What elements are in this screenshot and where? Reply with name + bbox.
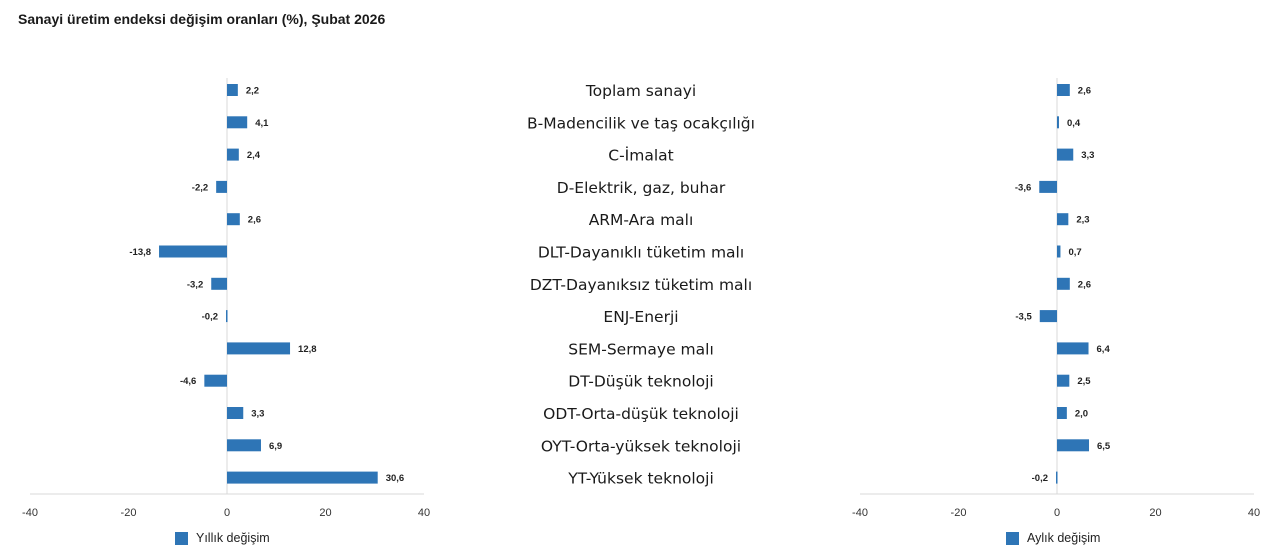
category-label: B-Madencilik ve taş ocakçılığı (527, 114, 755, 133)
category-label: DLT-Dayanıklı tüketim malı (537, 243, 745, 262)
bar-monthly (1057, 342, 1089, 354)
x-tick-label-monthly: 0 (1053, 507, 1061, 519)
bar-monthly (1056, 472, 1058, 484)
bar-monthly (1057, 84, 1070, 96)
x-tick-label-monthly: 20 (1149, 507, 1162, 519)
category-label: DT-Düşük teknoloji (568, 372, 714, 391)
category-labels (527, 82, 755, 488)
data-label-annual: -13,8 (129, 247, 152, 258)
bar-annual (227, 84, 238, 96)
x-tick-label-annual: 0 (223, 507, 231, 519)
right-panel-monthly (852, 78, 1260, 519)
category-label: ARM-Ara malı (588, 211, 694, 230)
category-label: OYT-Orta-yüksek teknoloji (540, 437, 742, 456)
bar-annual (216, 181, 227, 193)
data-label-monthly: 2,6 (1077, 279, 1092, 291)
data-label-monthly: 0,7 (1068, 247, 1082, 258)
data-label-monthly: -3,6 (1014, 182, 1032, 194)
legend-label-monthly: Aylık değişim (1027, 531, 1101, 545)
data-label-monthly: 6,5 (1097, 440, 1111, 452)
bar-monthly (1057, 149, 1073, 161)
bar-annual (211, 278, 227, 290)
data-label-annual: 4,1 (255, 117, 269, 129)
bar-monthly (1057, 278, 1070, 290)
x-tick-label-monthly: -20 (950, 507, 967, 519)
category-label: Toplam sanayi (585, 82, 697, 100)
data-label-annual: -2,2 (191, 182, 209, 194)
x-tick-label-annual: 40 (417, 507, 431, 519)
data-label-monthly: -3,5 (1015, 311, 1032, 323)
data-label-annual: 6,9 (268, 440, 283, 452)
x-tick-label-annual: -20 (120, 507, 137, 519)
data-label-annual: 12,8 (298, 343, 317, 355)
bar-monthly (1057, 246, 1060, 258)
x-tick-label-monthly: 40 (1247, 507, 1261, 519)
data-label-annual: 2,2 (245, 85, 260, 97)
bar-annual (227, 342, 290, 354)
bar-annual (159, 246, 227, 258)
data-label-monthly: 6,4 (1096, 343, 1110, 355)
data-label-annual: -0,2 (201, 311, 219, 323)
chart-title: Sanayi üretim endeksi değişim oranları (%), Şubat 2026 (18, 11, 386, 27)
category-label: SEM-Sermaye malı (568, 340, 714, 359)
bar-annual (227, 149, 239, 161)
category-label: YT-Yüksek teknoloji (568, 469, 714, 488)
bar-annual (227, 472, 378, 484)
category-label: ENJ-Enerji (603, 308, 679, 327)
x-tick-label-annual: -40 (22, 507, 38, 519)
bar-annual (227, 407, 243, 419)
bar-annual (204, 375, 227, 387)
category-label: DZT-Dayanıksız tüketim malı (529, 275, 753, 294)
bar-monthly (1057, 439, 1089, 451)
bar-monthly (1057, 213, 1068, 225)
data-label-annual: 2,4 (246, 150, 261, 162)
data-label-monthly: 0,4 (1066, 117, 1081, 129)
data-label-annual: -3,2 (186, 279, 204, 291)
bar-annual (227, 439, 261, 451)
data-label-annual: 30,6 (385, 473, 405, 485)
bar-monthly (1039, 181, 1057, 193)
data-label-annual: 2,6 (247, 214, 262, 226)
legend-swatch-monthly (1006, 532, 1019, 545)
data-label-monthly: 2,5 (1077, 376, 1091, 388)
data-label-monthly: 2,0 (1074, 408, 1089, 420)
legend-swatch-annual (175, 532, 188, 545)
bar-monthly (1057, 116, 1059, 128)
bar-annual (227, 213, 240, 225)
bar-monthly (1057, 375, 1069, 387)
data-label-monthly: -0,2 (1031, 473, 1049, 485)
left-panel-annual (22, 78, 430, 519)
category-label: C-İmalat (608, 146, 674, 165)
data-label-annual: 3,3 (251, 408, 265, 420)
bar-annual (227, 116, 247, 128)
data-label-annual: -4,6 (179, 376, 197, 388)
data-label-monthly: 3,3 (1081, 150, 1095, 162)
x-tick-label-monthly: -40 (852, 507, 868, 519)
bar-monthly (1040, 310, 1057, 322)
category-label: D-Elektrik, gaz, buhar (556, 178, 726, 197)
legend-annual (175, 531, 270, 545)
category-label: ODT-Orta-düşük teknoloji (543, 405, 739, 423)
legend-label-annual: Yıllık değişim (196, 531, 270, 545)
data-label-monthly: 2,6 (1077, 85, 1092, 97)
x-tick-label-annual: 20 (319, 507, 332, 519)
bar-annual (226, 310, 228, 322)
bar-monthly (1057, 407, 1067, 419)
legend-monthly (1006, 531, 1100, 545)
data-label-monthly: 2,3 (1076, 214, 1090, 226)
